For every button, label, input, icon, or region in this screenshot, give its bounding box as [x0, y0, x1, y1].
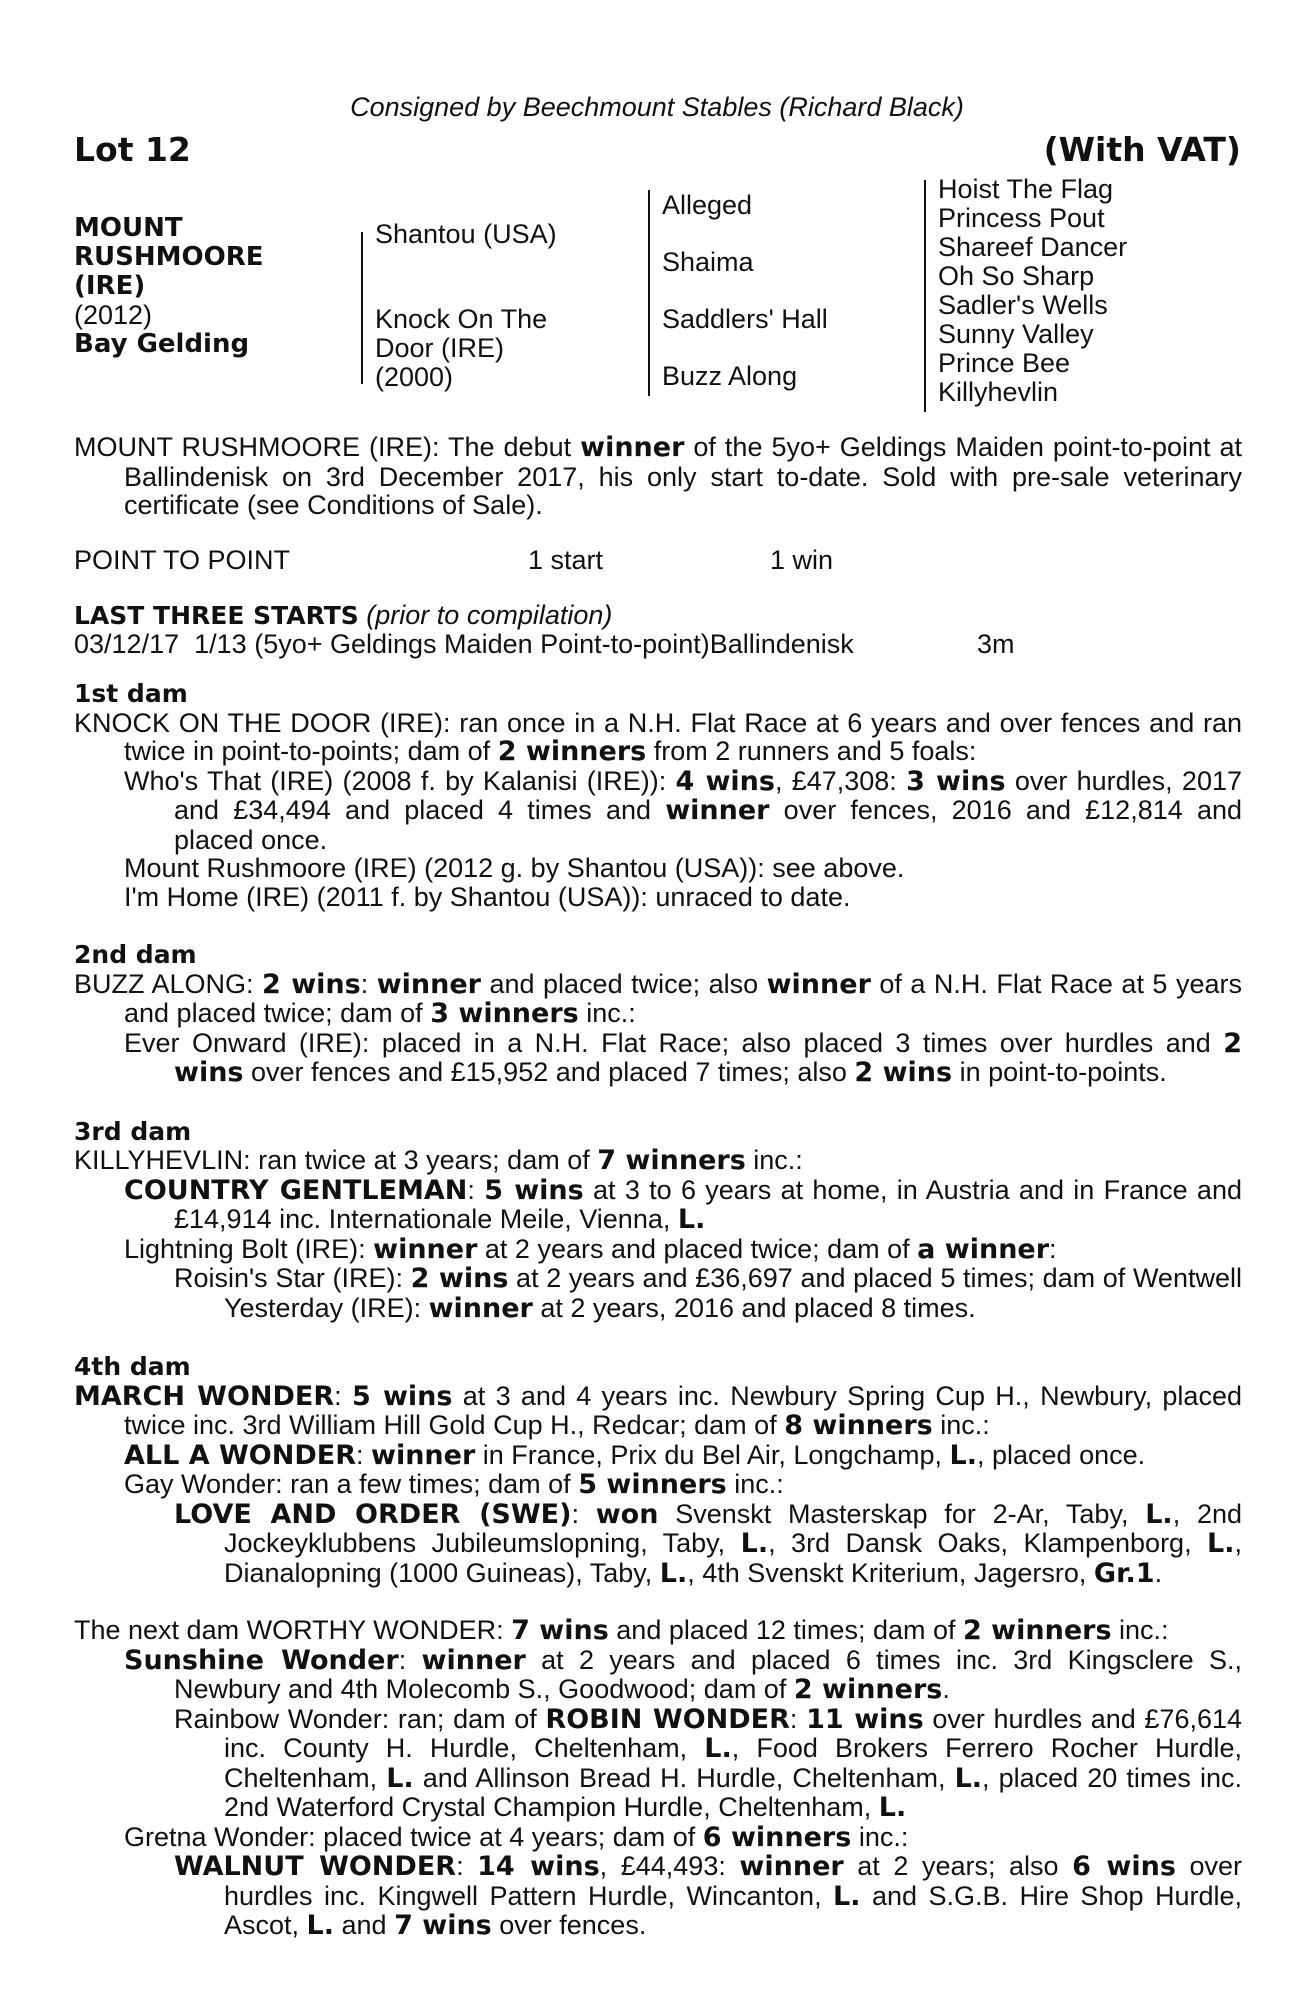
t: : — [571, 1498, 596, 1529]
t: , 4th Svenskt Kriterium, Jagersro, — [687, 1557, 1094, 1588]
vat-label: (With VAT) — [1043, 130, 1241, 169]
pedigree-divider-3 — [924, 180, 926, 412]
t: inc.: — [1111, 1615, 1169, 1645]
intro-text: MOUNT RUSHMOORE (IRE): The debut — [74, 432, 581, 462]
horse-sex: Bay Gelding — [74, 329, 250, 359]
t: , placed 20 times inc. 2nd Waterford Crystal Champion Hurdle, Cheltenham, — [224, 1762, 1243, 1822]
pedigree-divider-2 — [648, 190, 650, 396]
t: and — [334, 1910, 395, 1940]
t: L. — [954, 1762, 983, 1794]
t: 6 wins — [1072, 1851, 1176, 1882]
last-three-note: (prior to compilation) — [366, 600, 613, 630]
t: winner — [739, 1851, 844, 1882]
pedigree-gen2-1: Shaima — [662, 247, 754, 277]
intro-bold: winner — [580, 432, 685, 463]
start-distance: 3m — [977, 629, 1015, 659]
t: The next dam WORTHY WONDER: — [74, 1615, 512, 1645]
pedigree-gen2-2: Saddlers' Hall — [662, 304, 828, 334]
pedigree-gen2-3: Buzz Along — [662, 361, 798, 391]
t: 2 winners — [963, 1615, 1112, 1646]
pedigree-gen3-3: Oh So Sharp — [938, 261, 1095, 291]
t: in point-to-points. — [952, 1057, 1167, 1087]
pedigree-gen3-1: Princess Pout — [938, 203, 1105, 233]
dam2-main — [74, 970, 1242, 1029]
t: L. — [1145, 1498, 1173, 1530]
dam1-progeny-3: I'm Home (IRE) (2011 f. by Shantou (USA)): unraced to date. — [124, 881, 851, 912]
t: 2 winners — [497, 736, 647, 767]
dam1-main — [74, 709, 1242, 767]
t: ALL A WONDER — [124, 1439, 356, 1471]
next-dam-progeny-3 — [74, 1823, 1242, 1853]
dam4-progeny-3 — [74, 1500, 1242, 1589]
start-date: 03/12/17 — [74, 629, 180, 659]
t: LOVE AND ORDER (SWE) — [174, 1498, 572, 1530]
horse-year: (2012) — [74, 300, 153, 330]
t: : — [355, 1439, 371, 1470]
t: 3 winners — [430, 998, 579, 1029]
horse-name-2: RUSHMOORE — [74, 242, 264, 272]
dam1-progeny-1 — [74, 767, 1242, 855]
t: Sunshine Wonder — [124, 1644, 399, 1676]
t: , 2nd Jockeyklubbens Jubileumslopning, Taby, — [224, 1498, 1243, 1558]
horse-name-3: (IRE) — [74, 271, 146, 301]
next-dam-main — [74, 1616, 1242, 1646]
t: over hurdles, 2017 and £34,494 and placed 4 times and — [174, 765, 1243, 825]
t: : — [456, 1851, 478, 1881]
t: , Food Brokers Ferrero Rocher Hurdle, Cheltenham, — [224, 1733, 1242, 1793]
pedigree-gen3-4: Sadler's Wells — [938, 290, 1108, 320]
pedigree-gen3-6: Prince Bee — [938, 348, 1071, 378]
t: 5 wins — [484, 1174, 584, 1206]
intro-paragraph — [74, 433, 1242, 520]
t: , Dianalopning (1000 Guineas), Taby, — [224, 1528, 1243, 1588]
t: KNOCK ON THE DOOR (IRE): ran once in a N.H. Flat Race at 6 years and over fences and ran twice in point-to-points; dam of — [74, 707, 1242, 766]
t: 6 winners — [702, 1821, 852, 1853]
t: , 3rd Dansk Oaks, Klampenborg, — [768, 1528, 1208, 1558]
last-three-heading — [74, 600, 612, 631]
t: 2 winners — [793, 1674, 943, 1705]
t: L. — [386, 1762, 414, 1794]
pedigree-gen3-0: Hoist The Flag — [938, 174, 1114, 204]
horse-name-1: MOUNT — [74, 213, 183, 243]
t: : — [334, 1380, 352, 1411]
next-dam-progeny-4 — [74, 1852, 1242, 1941]
t: Gay Wonder: ran a few times; dam of — [124, 1469, 579, 1499]
t: WALNUT WONDER — [174, 1851, 457, 1882]
t: at 3 and 4 years inc. Newbury Spring Cup H., Newbury, placed twice inc. 3rd William Hill Gold Cup H., Redcar; dam of — [124, 1380, 1242, 1440]
t: 2 wins — [174, 1027, 1242, 1088]
t: at 2 years and placed twice; dam of — [477, 1233, 918, 1264]
t: at 2 years and placed 6 times inc. 3rd Kingsclere S., Newbury and 4th Molecomb S., Goodwood; dam of — [174, 1644, 1242, 1704]
t: Gr.1 — [1093, 1557, 1155, 1589]
dam4-progeny-1 — [74, 1441, 1242, 1471]
t: COUNTRY GENTLEMAN — [124, 1174, 468, 1206]
t: winner — [371, 1439, 476, 1471]
t: L. — [949, 1439, 977, 1471]
pedigree-gen3-5: Sunny Valley — [938, 319, 1094, 349]
intro-text-2: of the 5yo+ Geldings Maiden point-to-point at Ballindenisk on 3rd December 2017, his only start to-date. Sold with pre-sale veterinary certificate (see Conditions of Sale). — [124, 432, 1243, 520]
dam3-heading: 3rd dam — [74, 1116, 192, 1146]
t: ROBIN WONDER — [545, 1703, 790, 1735]
t: over hurdles and £76,614 inc. County H. Hurdle, Cheltenham, — [224, 1703, 1243, 1763]
t: Rainbow Wonder: ran; dam of — [174, 1703, 546, 1734]
pedigree-dam-line1: Knock On The — [375, 304, 548, 334]
t: Ever Onward (IRE): placed in a N.H. Flat Race; also placed 3 times over hurdles and — [124, 1027, 1224, 1058]
pedigree-gen3-2: Shareef Dancer — [938, 232, 1128, 262]
horse-block — [74, 214, 263, 359]
next-dam-progeny-2 — [74, 1705, 1242, 1823]
t: and S.G.B. Hire Shop Hurdle, Ascot, — [224, 1880, 1242, 1940]
intro-section — [74, 433, 1242, 520]
t: L. — [659, 1557, 688, 1589]
t: L. — [306, 1910, 334, 1941]
t: and placed twice; also — [480, 968, 767, 999]
pedigree-dam — [375, 305, 547, 392]
t: at 3 to 6 years at home, in Austria and in France and £14,914 inc. Internationale Meile, Vienna, — [174, 1174, 1242, 1234]
t: winner — [428, 1292, 533, 1324]
t: L. — [1207, 1528, 1235, 1559]
t: KILLYHEVLIN: ran twice at 3 years; dam of — [74, 1145, 598, 1175]
t: 3 wins — [906, 765, 1006, 797]
t: winner — [376, 968, 481, 1000]
t: at 2 years; also — [843, 1851, 1073, 1881]
t: 2 wins — [410, 1263, 509, 1294]
t: inc.: — [726, 1469, 784, 1499]
t: Roisin's Star (IRE): — [174, 1263, 411, 1293]
t: 7 wins — [394, 1910, 492, 1941]
t: : — [1049, 1233, 1057, 1264]
t: 14 wins — [477, 1851, 600, 1882]
t: 8 winners — [784, 1410, 933, 1441]
t: . — [1154, 1557, 1163, 1588]
dam2-heading: 2nd dam — [74, 940, 197, 969]
t: . — [942, 1674, 950, 1704]
t: L. — [704, 1733, 732, 1764]
last-three-row — [74, 629, 854, 660]
dam4-heading: 4th dam — [74, 1352, 191, 1381]
dam3-main — [74, 1146, 1242, 1176]
t: MARCH WONDER — [74, 1380, 335, 1412]
t: from 2 runners and 5 foals: — [646, 736, 977, 766]
t: and placed 12 times; dam of — [608, 1615, 963, 1645]
t: at 2 years and £36,697 and placed 5 times; dam of Wentwell Yesterday (IRE): — [224, 1263, 1242, 1323]
dam1-progeny-2: Mount Rushmoore (IRE) (2012 g. by Shantou (USA)): see above. — [124, 853, 905, 883]
record-wins: 1 win — [770, 545, 834, 575]
t: 2 wins — [854, 1057, 953, 1088]
record-starts: 1 start — [528, 545, 604, 575]
t: in France, Prix du Bel Air, Longchamp, — [475, 1439, 950, 1470]
t: Svenskt Masterskap for 2-Ar, Taby, — [658, 1498, 1146, 1529]
next-dam-progeny-1 — [74, 1646, 1242, 1705]
pedigree-gen3-7: Killyhevlin — [938, 377, 1059, 407]
t: winner — [373, 1233, 478, 1265]
pedigree-divider-1 — [361, 232, 363, 384]
t: Gretna Wonder: placed twice at 4 years; dam of — [124, 1821, 703, 1852]
consignor-line: Consigned by Beechmount Stables (Richard Black) — [350, 92, 964, 122]
t: 11 wins — [806, 1703, 924, 1735]
t: over fences. — [491, 1910, 647, 1940]
pedigree-sire: Shantou (USA) — [375, 219, 557, 249]
dam3-progeny-3 — [74, 1264, 1242, 1323]
t: over fences and £15,952 and placed 7 times; also — [243, 1057, 855, 1087]
last-three-title: LAST THREE STARTS — [74, 601, 359, 630]
t: inc.: — [851, 1821, 909, 1852]
t: inc.: — [578, 998, 636, 1028]
t: 7 winners — [597, 1145, 746, 1176]
t: Who's That (IRE) (2008 f. by Kalanisi (IRE)): — [124, 765, 676, 796]
t: and Allinson Bread H. Hurdle, Cheltenham, — [413, 1762, 955, 1793]
t: of a N.H. Flat Race at 5 years and placed twice; dam of — [124, 968, 1242, 1028]
t: L. — [677, 1204, 706, 1235]
record-label: POINT TO POINT — [74, 545, 291, 575]
pedigree-gen3 — [938, 175, 1127, 407]
start-position: 1/13 — [194, 629, 247, 659]
dam1-heading: 1st dam — [74, 679, 188, 708]
t: at 2 years, 2016 and placed 8 times. — [532, 1292, 976, 1323]
t: BUZZ ALONG: — [74, 968, 263, 999]
t: , £44,493: — [599, 1851, 740, 1881]
t: , placed once. — [977, 1439, 1146, 1470]
t: Lightning Bolt (IRE): — [124, 1233, 374, 1264]
t: 5 winners — [578, 1469, 727, 1500]
t: won — [595, 1498, 659, 1530]
t: inc.: — [745, 1145, 803, 1175]
t: L. — [740, 1528, 769, 1559]
t: : — [360, 968, 377, 999]
dam4-progeny-2 — [74, 1470, 1242, 1500]
t: 5 wins — [351, 1380, 453, 1412]
t: over fences, 2016 and £12,814 and placed once. — [174, 795, 1242, 855]
t: : — [398, 1644, 422, 1675]
t: winner — [421, 1644, 526, 1676]
pedigree-gen2-0: Alleged — [662, 190, 753, 220]
lot-number: Lot 12 — [74, 130, 191, 169]
t: 2 wins — [262, 968, 361, 1000]
start-race: (5yo+ Geldings Maiden Point-to-point)Ballindenisk — [254, 629, 854, 659]
t: winner — [766, 968, 871, 1000]
t: 4 wins — [675, 765, 775, 797]
t: inc.: — [932, 1410, 990, 1440]
t: 7 wins — [511, 1615, 609, 1646]
pedigree-dam-line2: Door (IRE) — [375, 333, 505, 363]
dam4-main — [74, 1382, 1242, 1441]
dam3-progeny-1 — [74, 1176, 1242, 1235]
t: L. — [878, 1792, 907, 1823]
t: : — [467, 1174, 485, 1205]
t: , £47,308: — [774, 765, 907, 796]
t: over hurdles inc. Kingwell Pattern Hurdle, Wincanton, — [224, 1851, 1242, 1911]
dam3-progeny-2 — [74, 1235, 1242, 1265]
t: a winner — [917, 1233, 1050, 1265]
t: winner — [665, 795, 770, 826]
t: : — [789, 1703, 807, 1734]
dam2-progeny-1 — [74, 1029, 1242, 1088]
pedigree-dam-line3: (2000) — [375, 362, 454, 392]
dam-sections — [74, 680, 1242, 1941]
t: L. — [833, 1880, 861, 1912]
